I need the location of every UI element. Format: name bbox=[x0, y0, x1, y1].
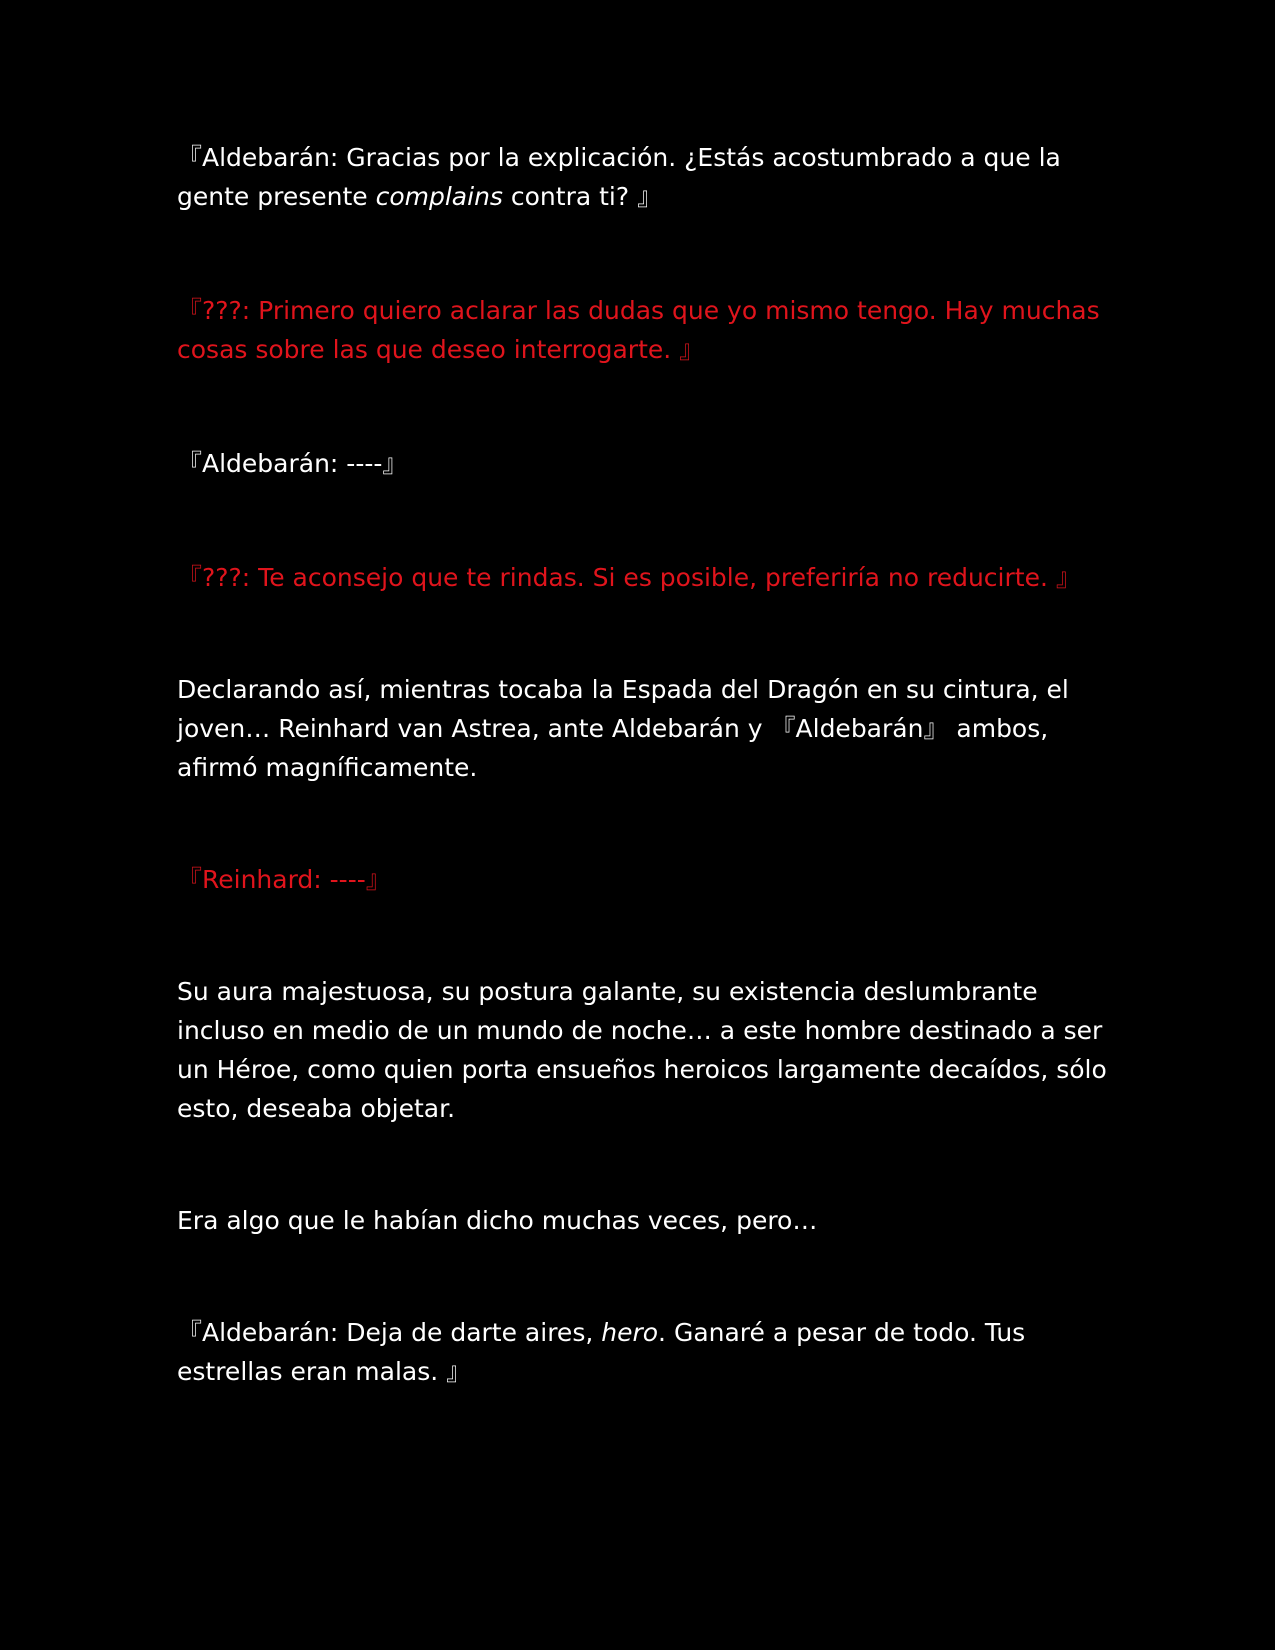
dialogue-text: . Ganaré a pesar de todo. Tus estrellas eran malas. 』 bbox=[177, 1318, 1026, 1386]
narration-3: Era algo que le habían dicho muchas veces, pero… bbox=[177, 1206, 818, 1235]
dialogue-emphasis: complains bbox=[375, 182, 503, 211]
narration-2: Su aura majestuosa, su postura galante, su existencia deslumbrante incluso en medio de un mundo de noche… a este hombre destinado a ser un Héroe, como quien porta ensueños heroicos largamente decaídos, sólo esto, deseaba objetar. bbox=[177, 977, 1107, 1123]
dialogue-text: 『Aldebarán: Gracias por la explicación. ¿Estás acostumbrado a que la gente presente bbox=[177, 143, 1061, 211]
dialogue-aldebaran-3 bbox=[177, 1313, 1107, 1391]
dialogue-unknown-2: 『???: Te aconsejo que te rindas. Si es posible, preferiría no reducirte. 』 bbox=[177, 563, 1081, 592]
dialogue-aldebaran-1 bbox=[177, 138, 1107, 216]
dialogue-text: 『Aldebarán: Deja de darte aires, bbox=[177, 1318, 602, 1347]
dialogue-aldebaran-2: 『Aldebarán: ----』 bbox=[177, 449, 408, 478]
dialogue-reinhard: 『Reinhard: ----』 bbox=[177, 865, 391, 894]
document-page bbox=[177, 138, 1107, 1391]
dialogue-text: contra ti? 』 bbox=[502, 182, 663, 211]
narration-1: Declarando así, mientras tocaba la Espada del Dragón en su cintura, el joven… Reinhard van Astrea, ante Aldebarán y 『Aldebarán』 ambos, afirmó magníficamente. bbox=[177, 675, 1069, 782]
dialogue-emphasis: hero bbox=[601, 1318, 659, 1347]
dialogue-unknown-1: 『???: Primero quiero aclarar las dudas que yo mismo tengo. Hay muchas cosas sobre las que deseo interrogarte. 』 bbox=[177, 296, 1100, 364]
